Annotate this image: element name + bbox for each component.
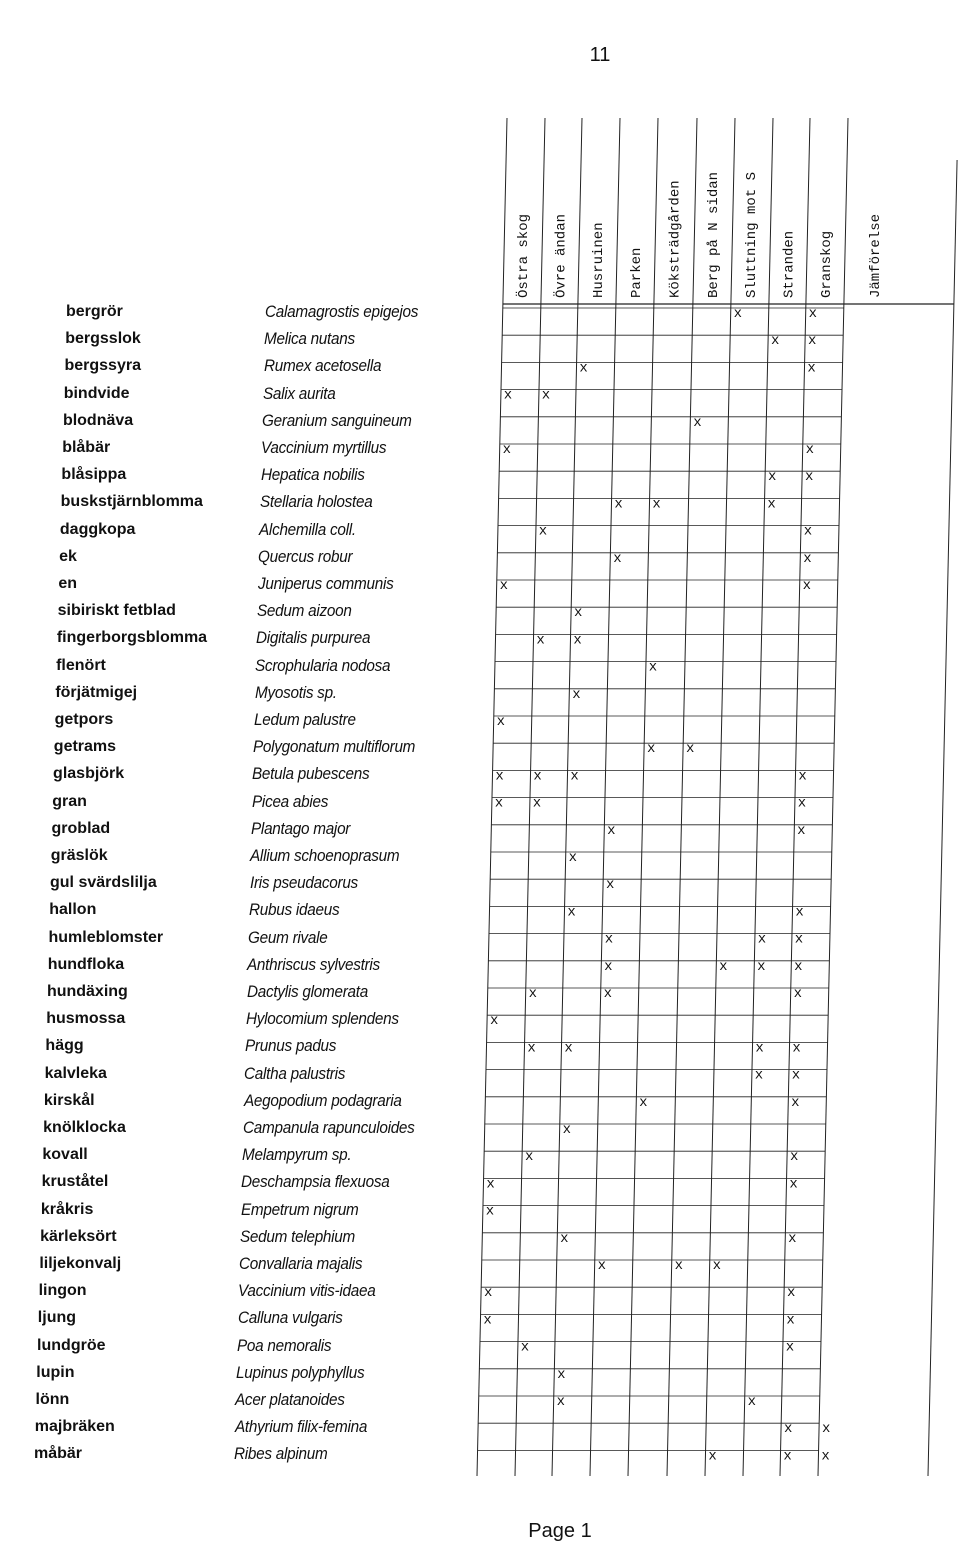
occurrence-mark: x <box>568 850 577 866</box>
species-latin-name: Scrophularia nodosa <box>255 655 391 675</box>
species-latin-name: Poa nemoralis <box>236 1335 332 1355</box>
occurrence-mark: x <box>605 877 615 894</box>
species-common-name: kovall <box>42 1146 88 1164</box>
page-footer: Page 1 <box>528 1520 592 1542</box>
species-common-name: fingerborgsblomma <box>56 629 208 647</box>
species-common-name: gul svärdslilja <box>50 874 157 892</box>
occurrence-mark: x <box>789 1176 798 1193</box>
species-common-name: ljung <box>37 1309 77 1327</box>
grid-column-line <box>928 160 957 1476</box>
species-common-name: knölklocka <box>43 1119 126 1136</box>
species-latin-name: Picea abies <box>251 791 328 811</box>
species-latin-name: Sedum telephium <box>239 1226 355 1246</box>
occurrence-mark: x <box>808 333 817 350</box>
occurrence-mark: x <box>562 1122 571 1138</box>
occurrence-mark: x <box>533 768 542 785</box>
occurrence-mark: x <box>795 904 804 921</box>
occurrence-mark: x <box>798 768 807 785</box>
occurrence-mark: x <box>536 632 545 649</box>
occurrence-mark: x <box>614 496 623 513</box>
species-latin-name: Digitalis purpurea <box>256 628 371 648</box>
occurrence-mark: x <box>604 931 614 948</box>
occurrence-mark: x <box>646 741 656 758</box>
occurrence-mark: x <box>783 1448 792 1465</box>
species-common-name: bergssyra <box>64 357 141 375</box>
species-latin-name: Dactylis glomerata <box>246 982 368 1001</box>
column-header: Övre ändan <box>553 213 570 298</box>
occurrence-mark: x <box>792 1040 801 1057</box>
grid-column-line <box>818 118 848 1476</box>
occurrence-mark: x <box>803 550 812 567</box>
occurrence-mark: x <box>603 986 612 1002</box>
occurrence-mark: x <box>821 1421 831 1438</box>
column-header: Parken <box>628 247 645 298</box>
occurrence-mark: x <box>797 795 807 812</box>
species-latin-name: Lupinus polyphyllus <box>236 1362 365 1382</box>
species-common-name: lingon <box>38 1282 87 1300</box>
species-common-name: en <box>58 575 78 592</box>
occurrence-mark: x <box>808 306 818 322</box>
column-header: Berg på N sidan <box>705 171 722 298</box>
occurrence-mark: x <box>747 1394 756 1410</box>
species-latin-name: Caltha palustris <box>244 1063 346 1083</box>
occurrence-mark: x <box>520 1339 530 1356</box>
species-common-name: blåsippa <box>61 466 127 484</box>
species-latin-name: Geranium sanguineum <box>262 410 412 430</box>
species-latin-name: Stellaria holostea <box>259 492 373 512</box>
species-latin-name: Hepatica nobilis <box>260 465 365 485</box>
species-latin-name: Salix aurita <box>262 383 336 403</box>
species-common-name: sibiriskt fetblad <box>57 602 176 620</box>
occurrence-mark: x <box>771 333 780 350</box>
occurrence-mark: x <box>485 1203 495 1220</box>
page-number: 11 <box>589 44 611 66</box>
species-latin-name: Campanula rapunculoides <box>242 1118 415 1137</box>
species-common-name: kärleksört <box>40 1227 117 1245</box>
occurrence-mark: x <box>757 931 767 948</box>
occurrence-mark: x <box>791 1094 800 1111</box>
occurrence-mark: x <box>532 795 542 812</box>
occurrence-mark: x <box>693 414 702 431</box>
species-common-name: blåbär <box>62 439 111 456</box>
occurrence-mark: x <box>755 1040 764 1057</box>
species-latin-name: Anthriscus sylvestris <box>247 954 381 974</box>
species-common-name: kruståtel <box>41 1173 109 1191</box>
occurrence-mark: x <box>496 714 505 730</box>
species-common-name: groblad <box>51 819 111 837</box>
occurrence-mark: x <box>767 469 777 486</box>
species-latin-name: Iris pseudacorus <box>249 873 358 893</box>
species-latin-name: Empetrum nigrum <box>240 1199 359 1219</box>
grid-column-line <box>628 118 661 1476</box>
occurrence-mark: x <box>789 1149 799 1166</box>
species-common-name: bindvide <box>63 384 130 402</box>
species-common-name: lönn <box>35 1391 70 1408</box>
species-latin-name: Vaccinium myrtillus <box>261 438 387 457</box>
occurrence-mark: x <box>802 578 812 594</box>
occurrence-mark: x <box>502 442 512 458</box>
occurrence-mark: x <box>805 442 815 458</box>
occurrence-mark: x <box>573 632 582 649</box>
species-latin-name: Quercus robur <box>258 546 353 566</box>
occurrence-mark: x <box>524 1149 534 1166</box>
species-common-name: kirskål <box>43 1091 95 1109</box>
occurrence-mark: x <box>674 1258 683 1274</box>
species-latin-name: Rumex acetosella <box>263 356 381 376</box>
column-header: Jämförelse <box>867 213 884 298</box>
occurrence-mark: x <box>708 1448 717 1465</box>
column-header: Husruinen <box>590 222 607 298</box>
species-latin-name: Hylocomium splendens <box>245 1009 399 1029</box>
species-common-name: bergsslok <box>65 330 141 348</box>
species-common-name: hundfloka <box>47 955 125 973</box>
occurrence-mark: x <box>538 523 548 540</box>
occurrence-mark: x <box>821 1448 830 1465</box>
occurrence-mark: x <box>564 1040 573 1057</box>
occurrence-mark: x <box>567 904 576 921</box>
species-latin-name: Betula pubescens <box>252 764 370 784</box>
occurrence-mark: x <box>556 1394 565 1410</box>
occurrence-mark: x <box>557 1366 566 1383</box>
occurrence-mark: x <box>767 496 776 513</box>
occurrence-mark: x <box>579 360 588 377</box>
occurrence-mark: x <box>499 578 509 594</box>
occurrence-mark: x <box>794 958 803 975</box>
occurrence-mark: x <box>783 1421 793 1438</box>
species-common-name: majbräken <box>34 1418 115 1436</box>
occurrence-mark: x <box>597 1258 606 1274</box>
occurrence-mark: x <box>486 1176 495 1193</box>
occurrence-mark: x <box>648 659 658 676</box>
occurrence-mark: x <box>685 741 695 758</box>
occurrence-mark: x <box>719 958 728 975</box>
species-latin-name: Ledum palustre <box>253 710 356 729</box>
species-common-name: blodnäva <box>62 411 134 429</box>
species-latin-name: Acer platanoides <box>235 1390 346 1409</box>
column-header: Stranden <box>781 230 798 298</box>
species-latin-name: Sedum aizoon <box>256 601 352 621</box>
species-common-name: lupin <box>36 1363 75 1381</box>
species-latin-name: Calamagrostis epigejos <box>265 302 419 321</box>
grid-column-line <box>552 118 582 1476</box>
species-common-name: kalvleka <box>44 1064 107 1082</box>
occurrence-mark: x <box>804 469 814 486</box>
occurrence-mark: x <box>503 387 513 404</box>
species-common-name: gran <box>52 792 87 810</box>
species-common-name: hägg <box>45 1037 84 1055</box>
grid-column-line <box>743 118 776 1476</box>
species-latin-name: Prunus padus <box>245 1036 337 1056</box>
occurrence-mark: x <box>786 1312 795 1329</box>
species-latin-name: Allium schoenoprasum <box>250 846 400 865</box>
occurrence-mark: x <box>785 1339 795 1356</box>
species-common-name: husmossa <box>46 1010 126 1028</box>
occurrence-mark: x <box>483 1285 493 1302</box>
species-latin-name: Myosotis sp. <box>254 682 337 702</box>
occurrence-mark: x <box>570 768 579 785</box>
species-common-name: förjätmigej <box>55 683 138 701</box>
species-common-name: getpors <box>54 711 114 728</box>
species-latin-name: Ribes alpinum <box>234 1444 328 1464</box>
species-latin-name: Athyrium filix-femina <box>234 1417 367 1437</box>
column-header: Östra skog <box>515 213 532 298</box>
species-common-name: bergrör <box>66 303 123 320</box>
occurrence-mark: x <box>712 1258 721 1274</box>
column-header: Granskog <box>818 230 835 298</box>
species-common-name: humleblomster <box>48 928 164 946</box>
species-common-name: lundgröe <box>37 1336 106 1354</box>
occurrence-mark: x <box>652 496 661 513</box>
occurrence-mark: x <box>541 387 551 404</box>
occurrence-mark: x <box>607 822 616 839</box>
occurrence-mark: x <box>613 550 622 567</box>
occurrence-mark: x <box>560 1230 569 1247</box>
occurrence-mark: x <box>527 1040 536 1057</box>
occurrence-mark: x <box>803 523 813 540</box>
species-latin-name: Vaccinium vitis-idaea <box>238 1281 376 1301</box>
occurrence-mark: x <box>572 686 581 703</box>
species-common-name: liljekonvalj <box>39 1255 122 1272</box>
species-latin-name: Geum rivale <box>248 927 328 947</box>
occurrence-mark: x <box>757 958 766 975</box>
species-common-name: getrams <box>53 738 117 756</box>
species-latin-name: Juniperus communis <box>257 574 394 593</box>
species-common-name: daggkopa <box>59 520 136 538</box>
species-common-name: ek <box>59 547 77 565</box>
species-latin-name: Rubus idaeus <box>248 900 340 920</box>
species-common-name: gräslök <box>50 847 108 864</box>
occurrence-mark: x <box>639 1094 648 1111</box>
species-common-name: glasbjörk <box>53 765 125 783</box>
occurrence-mark: x <box>786 1285 796 1302</box>
species-common-name: flenört <box>56 656 106 674</box>
occurrence-mark: x <box>788 1230 797 1247</box>
occurrence-mark: x <box>794 931 804 948</box>
occurrence-mark: x <box>489 1013 499 1030</box>
species-latin-name: Melica nutans <box>264 329 356 349</box>
occurrence-mark: x <box>573 605 583 622</box>
occurrence-mark: x <box>495 768 504 785</box>
species-latin-name: Alchemilla coll. <box>259 519 356 539</box>
species-latin-name: Calluna vulgaris <box>237 1308 343 1328</box>
species-common-name: måbär <box>34 1445 83 1463</box>
occurrence-mark: x <box>604 958 613 975</box>
occurrence-mark: x <box>754 1067 764 1084</box>
species-latin-name: Melampyrum sp. <box>242 1145 352 1165</box>
column-header: Sluttning mot S <box>743 171 760 298</box>
species-common-name: buskstjärnblomma <box>60 493 203 511</box>
species-latin-name: Polygonatum multiflorum <box>253 737 416 757</box>
occurrence-mark: x <box>528 986 537 1002</box>
species-common-name: hundäxing <box>46 983 128 1000</box>
occurrence-mark: x <box>733 306 743 322</box>
species-latin-name: Deschampsia flexuosa <box>241 1172 390 1192</box>
occurrence-mark: x <box>807 360 816 377</box>
occurrence-mark: x <box>483 1312 492 1329</box>
species-common-name: hallon <box>49 901 97 919</box>
occurrence-mark: x <box>793 986 802 1002</box>
species-latin-name: Aegopodium podagraria <box>243 1090 402 1110</box>
occurrence-mark: x <box>791 1067 801 1084</box>
species-latin-name: Convallaria majalis <box>239 1254 363 1273</box>
species-latin-name: Plantago major <box>250 818 351 838</box>
occurrence-mark: x <box>494 795 504 812</box>
occurrence-mark: x <box>797 822 806 839</box>
species-common-name: kråkris <box>40 1200 94 1218</box>
column-header: Köksträdgården <box>667 180 684 298</box>
